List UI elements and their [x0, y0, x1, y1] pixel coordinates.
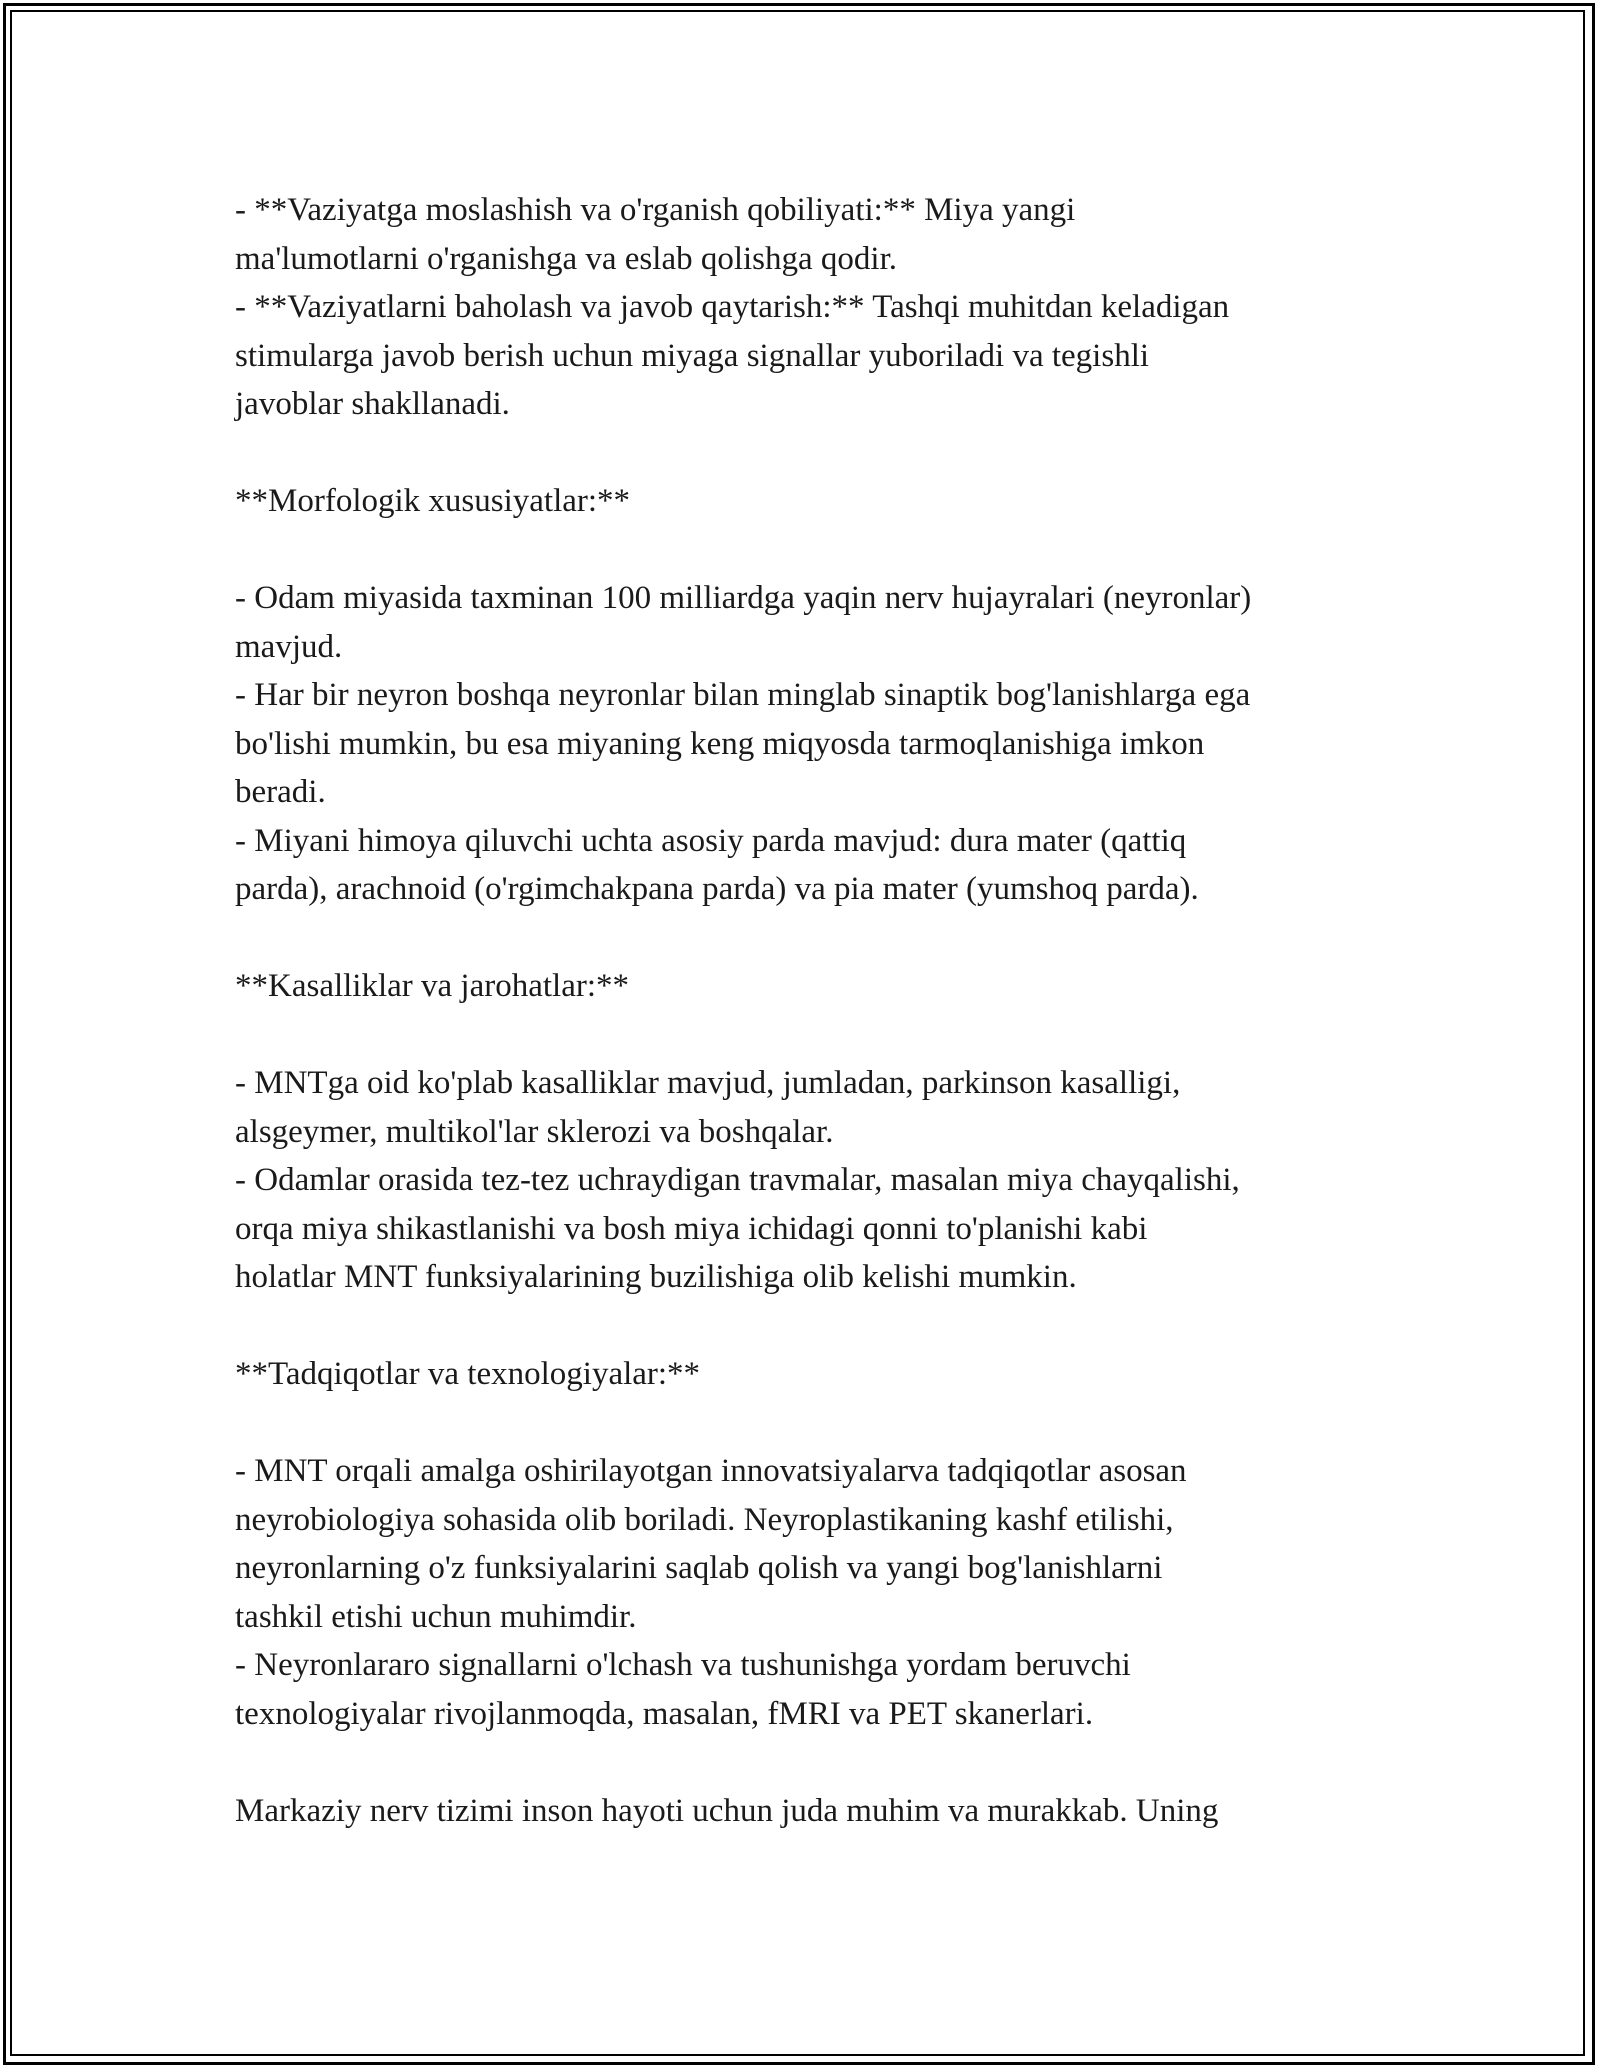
blank-line [235, 429, 1395, 478]
text-line: tashkil etishi uchun muhimdir. [235, 1598, 637, 1635]
text-line: - **Vaziyatlarni baholash va javob qaytarish:** Tashqi muhitdan keladigan [235, 289, 1230, 325]
text-line: ma'lumotlarni o'rganishga va eslab qolishga qodir. [235, 240, 897, 277]
text-line: - Har bir neyron boshqa neyronlar bilan minglab sinaptik bog'lanishlarga ega [235, 677, 1251, 713]
section-heading-morfologik: **Morfologik xususiyatlar:** [235, 483, 631, 519]
text-line: holatlar MNT funksiyalarining buzilishiga olib kelishi mumkin. [235, 1259, 1077, 1295]
text-line: beradi. [235, 774, 326, 810]
text-line: neyronlarning o'z funksiyalarini saqlab qolish va yangi bog'lanishlarni [235, 1550, 1163, 1586]
text-line: - MNT orqali amalga oshirilayotgan innovatsiyalarva tadqiqotlar asosan [235, 1453, 1187, 1489]
text-line: alsgeymer, multikol'lar sklerozi va boshqalar. [235, 1113, 834, 1150]
blank-line [235, 914, 1395, 963]
text-line: neyrobiologiya sohasida olib boriladi. Neyroplastikaning kashf etilishi, [235, 1501, 1174, 1538]
text-line: - Neyronlararo signallarni o'lchash va tushunishga yordam beruvchi [235, 1647, 1131, 1683]
text-line: bo'lishi mumkin, bu esa miyaning keng miqyosda tarmoqlanishiga imkon [235, 725, 1205, 762]
blank-line [235, 1302, 1395, 1351]
text-line: - Odam miyasida taxminan 100 milliardga yaqin nerv hujayralari (neyronlar) [235, 580, 1252, 616]
blank-line [235, 1738, 1395, 1787]
text-line: orqa miya shikastlanishi va bosh miya ichidagi qonni to'planishi kabi [235, 1210, 1148, 1247]
text-line: Markaziy nerv tizimi inson hayoti uchun juda muhim va murakkab. Uning [235, 1792, 1219, 1829]
blank-line [235, 526, 1395, 575]
text-line: stimularga javob berish uchun miyaga signallar yuboriladi va tegishli [235, 337, 1150, 374]
text-line: texnologiyalar rivojlanmoqda, masalan, fMRI va PET skanerlari. [235, 1695, 1094, 1732]
text-line: - **Vaziyatga moslashish va o'rganish qobiliyati:** Miya yangi [235, 192, 1076, 228]
document-body [235, 186, 1395, 1835]
text-line: - Odamlar orasida tez-tez uchraydigan travmalar, masalan miya chayqalishi, [235, 1162, 1240, 1198]
text-line: javoblar shakllanadi. [235, 386, 510, 422]
text-line: mavjud. [235, 628, 343, 665]
section-heading-tadqiqotlar: **Tadqiqotlar va texnologiyalar:** [235, 1356, 701, 1392]
blank-line [235, 1399, 1395, 1448]
section-heading-kasalliklar: **Kasalliklar va jarohatlar:** [235, 968, 630, 1004]
text-line: - MNTga oid ko'plab kasalliklar mavjud, jumladan, parkinson kasalligi, [235, 1065, 1181, 1101]
text-line: - Miyani himoya qiluvchi uchta asosiy parda mavjud: dura mater (qattiq [235, 822, 1187, 859]
text-line: parda), arachnoid (o'rgimchakpana parda) va pia mater (yumshoq parda). [235, 871, 1199, 907]
blank-line [235, 1011, 1395, 1060]
